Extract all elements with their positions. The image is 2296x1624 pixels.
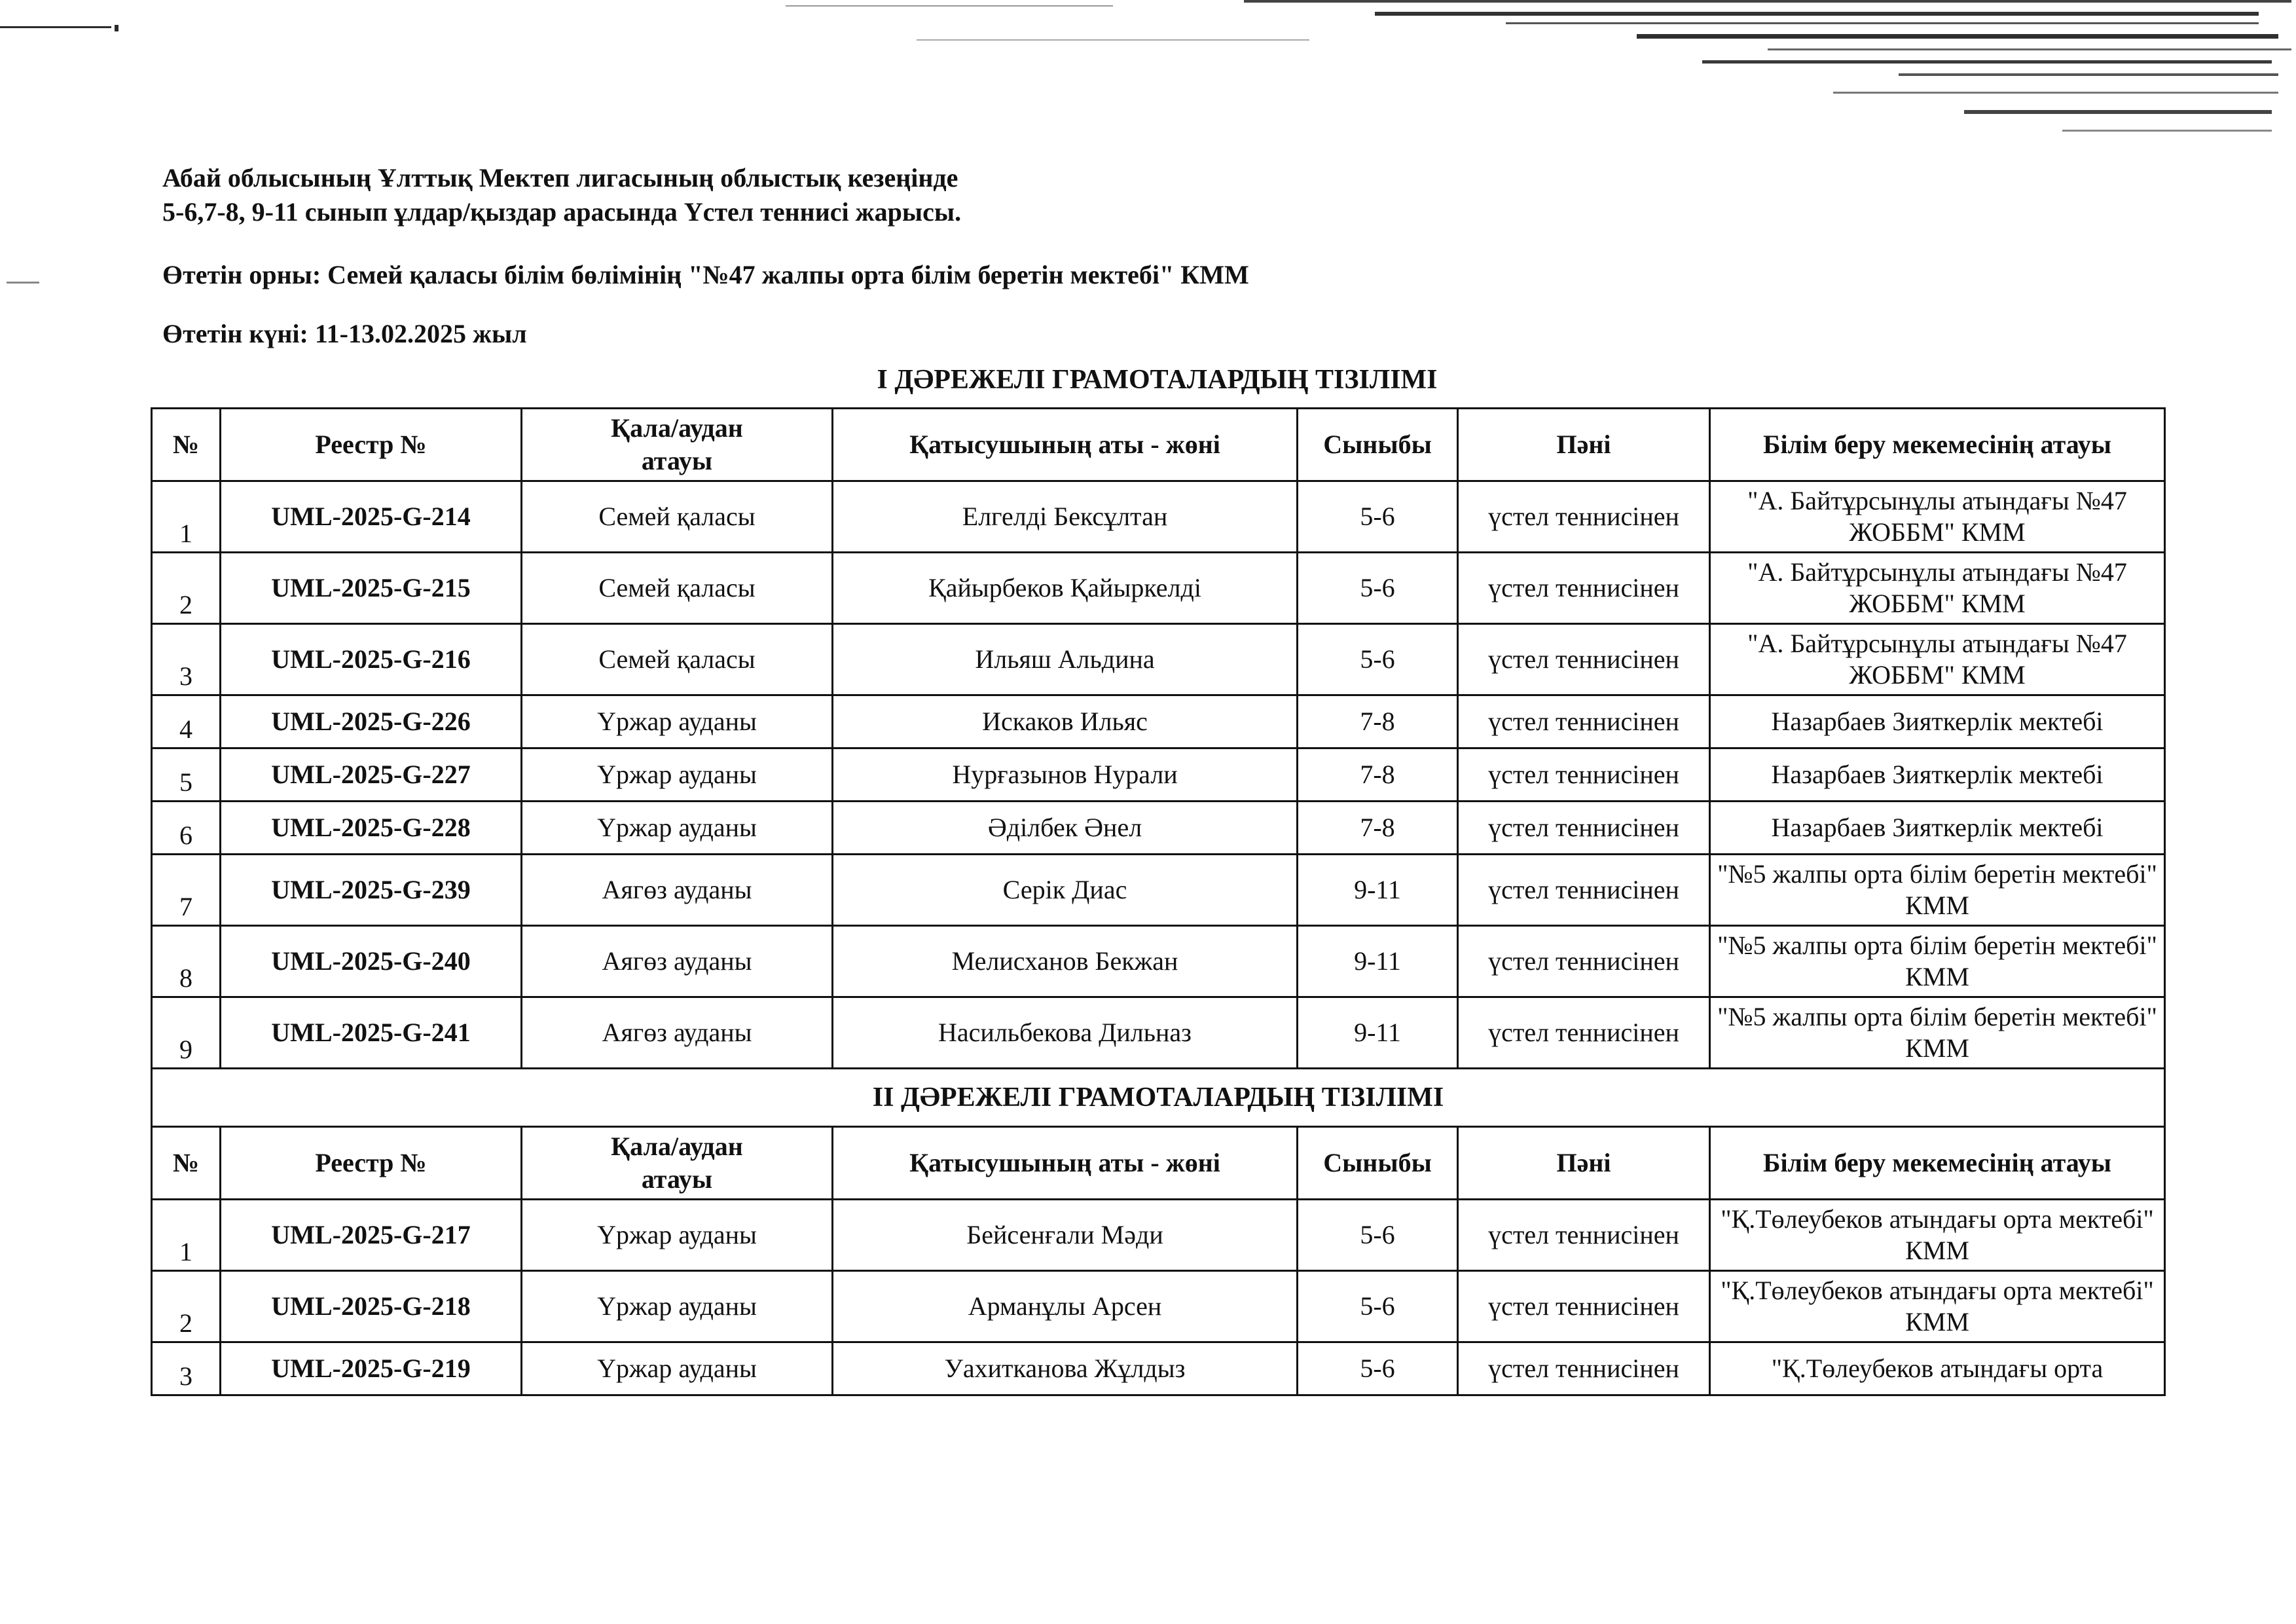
- institution: "Қ.Төлеубеков атындағы орта мектебі" КММ: [1710, 1271, 2165, 1342]
- registry-number: UML-2025-G-216: [221, 624, 522, 695]
- institution: "А. Байтұрсынұлы атындағы №47 ЖОББМ" КММ: [1710, 624, 2165, 695]
- table-row: [152, 1200, 2165, 1271]
- date-line: Өтетін күні: 11-13.02.2025 жыл: [162, 319, 527, 348]
- scan-noise: [0, 0, 2296, 151]
- subject: үстел теннисінен: [1458, 855, 1710, 926]
- subject: үстел теннисінен: [1458, 926, 1710, 997]
- grade: 7-8: [1298, 695, 1458, 748]
- venue-line: Өтетін орны: Семей қаласы білім бөлімінің "№47 жалпы орта білім беретін мектебі" КММ: [162, 260, 1249, 289]
- institution: "А. Байтұрсынұлы атындағы №47 ЖОББМ" КММ: [1710, 481, 2165, 553]
- institution: "А. Байтұрсынұлы атындағы №47 ЖОББМ" КММ: [1710, 553, 2165, 624]
- row-number: 8: [152, 926, 221, 997]
- grade: 9-11: [1298, 997, 1458, 1069]
- col-header-registry: Реестр №: [221, 1127, 522, 1200]
- subject: үстел теннисінен: [1458, 1200, 1710, 1271]
- section-2-title-row: [152, 1069, 2165, 1127]
- institution: "Қ.Төлеубеков атындағы орта: [1710, 1342, 2165, 1395]
- col-header-num: №: [152, 1127, 221, 1200]
- row-number: 3: [152, 1342, 221, 1395]
- row-number: 6: [152, 802, 221, 855]
- subject: үстел теннисінен: [1458, 1271, 1710, 1342]
- city-name: Үржар ауданы: [522, 1342, 833, 1395]
- city-name: Аягөз ауданы: [522, 926, 833, 997]
- subject: үстел теннисінен: [1458, 1342, 1710, 1395]
- table-row: [152, 926, 2165, 997]
- city-name: Аягөз ауданы: [522, 855, 833, 926]
- section-1-title: І ДӘРЕЖЕЛІ ГРАМОТАЛАРДЫҢ ТІЗІЛІМІ: [877, 365, 1438, 395]
- subject: үстел теннисінен: [1458, 748, 1710, 802]
- registry-number: UML-2025-G-219: [221, 1342, 522, 1395]
- subject: үстел теннисінен: [1458, 624, 1710, 695]
- col-header-num: №: [152, 409, 221, 481]
- table-row: [152, 1342, 2165, 1395]
- col-header-grade: Сыныбы: [1298, 409, 1458, 481]
- participant-name: Мелисханов Бекжан: [833, 926, 1298, 997]
- row-number: 2: [152, 1271, 221, 1342]
- grade: 7-8: [1298, 802, 1458, 855]
- registry-number: UML-2025-G-228: [221, 802, 522, 855]
- table-row: [152, 1271, 2165, 1342]
- row-number: 5: [152, 748, 221, 802]
- participant-name: Искаков Ильяс: [833, 695, 1298, 748]
- participant-name: Нурғазынов Нурали: [833, 748, 1298, 802]
- institution: "№5 жалпы орта білім беретін мектебі" КММ: [1710, 926, 2165, 997]
- city-name: Семей қаласы: [522, 553, 833, 624]
- institution: "№5 жалпы орта білім беретін мектебі" КММ: [1710, 855, 2165, 926]
- city-name: Семей қаласы: [522, 624, 833, 695]
- grade: 7-8: [1298, 748, 1458, 802]
- city-name: Үржар ауданы: [522, 748, 833, 802]
- city-name: Аягөз ауданы: [522, 997, 833, 1069]
- section-2-title: ІІ ДӘРЕЖЕЛІ ГРАМОТАЛАРДЫҢ ТІЗІЛІМІ: [152, 1069, 2165, 1127]
- participant-name: Ильяш Альдина: [833, 624, 1298, 695]
- col-header-grade: Сыныбы: [1298, 1127, 1458, 1200]
- row-number: 1: [152, 1200, 221, 1271]
- registry-number: UML-2025-G-240: [221, 926, 522, 997]
- participant-name: Уахитканова Жұлдыз: [833, 1342, 1298, 1395]
- institution: "Қ.Төлеубеков атындағы орта мектебі" КММ: [1710, 1200, 2165, 1271]
- col-header-registry: Реестр №: [221, 409, 522, 481]
- table-row: [152, 695, 2165, 748]
- registry-number: UML-2025-G-218: [221, 1271, 522, 1342]
- grade: 5-6: [1298, 481, 1458, 553]
- institution: Назарбаев Зияткерлік мектебі: [1710, 695, 2165, 748]
- subject: үстел теннисінен: [1458, 695, 1710, 748]
- subject: үстел теннисінен: [1458, 802, 1710, 855]
- participant-name: Серік Диас: [833, 855, 1298, 926]
- grade: 9-11: [1298, 926, 1458, 997]
- participant-name: Елгелді Бексұлтан: [833, 481, 1298, 553]
- grade: 5-6: [1298, 1342, 1458, 1395]
- city-name: Үржар ауданы: [522, 1271, 833, 1342]
- row-number: 4: [152, 695, 221, 748]
- col-header-city: Қала/аудан атауы: [522, 1127, 833, 1200]
- registry-number: UML-2025-G-215: [221, 553, 522, 624]
- col-header-name: Қатысушының аты - жөні: [833, 1127, 1298, 1200]
- row-number: 1: [152, 481, 221, 553]
- row-number: 7: [152, 855, 221, 926]
- col-header-city: Қала/аудан атауы: [522, 409, 833, 481]
- participant-name: Қайырбеков Қайыркелді: [833, 553, 1298, 624]
- registry-number: UML-2025-G-227: [221, 748, 522, 802]
- grade: 5-6: [1298, 624, 1458, 695]
- subject: үстел теннисінен: [1458, 553, 1710, 624]
- table-row: [152, 624, 2165, 695]
- table-row: [152, 855, 2165, 926]
- table-row: [152, 748, 2165, 802]
- header-line-1: Абай облысының Ұлттық Мектеп лигасының облыстық кезеңінде: [162, 163, 958, 193]
- participant-name: Насильбекова Дильназ: [833, 997, 1298, 1069]
- table-row: [152, 997, 2165, 1069]
- row-number: 2: [152, 553, 221, 624]
- participant-name: Әділбек Әнел: [833, 802, 1298, 855]
- col-header-subject: Пәні: [1458, 1127, 1710, 1200]
- city-name: Үржар ауданы: [522, 695, 833, 748]
- table-row: [152, 553, 2165, 624]
- col-header-subject: Пәні: [1458, 409, 1710, 481]
- table-header-row: [152, 1127, 2165, 1200]
- grade: 5-6: [1298, 1271, 1458, 1342]
- col-header-name: Қатысушының аты - жөні: [833, 409, 1298, 481]
- participant-name: Бейсенғали Мәди: [833, 1200, 1298, 1271]
- city-name: Семей қаласы: [522, 481, 833, 553]
- col-header-institution: Білім беру мекемесінің атауы: [1710, 1127, 2165, 1200]
- institution: Назарбаев Зияткерлік мектебі: [1710, 748, 2165, 802]
- document-header: [162, 161, 1930, 229]
- registry-number: UML-2025-G-239: [221, 855, 522, 926]
- table-row: [152, 481, 2165, 553]
- awards-table: [151, 407, 2166, 1396]
- col-header-institution: Білім беру мекемесінің атауы: [1710, 409, 2165, 481]
- registry-number: UML-2025-G-217: [221, 1200, 522, 1271]
- subject: үстел теннисінен: [1458, 997, 1710, 1069]
- participant-name: Арманұлы Арсен: [833, 1271, 1298, 1342]
- table-header-row: [152, 409, 2165, 481]
- header-line-2: 5-6,7-8, 9-11 сынып ұлдар/қыздар арасында Үстел теннисі жарысы.: [162, 197, 962, 227]
- institution: "№5 жалпы орта білім беретін мектебі" КММ: [1710, 997, 2165, 1069]
- grade: 5-6: [1298, 553, 1458, 624]
- registry-number: UML-2025-G-214: [221, 481, 522, 553]
- table-row: [152, 802, 2165, 855]
- city-name: Үржар ауданы: [522, 1200, 833, 1271]
- registry-number: UML-2025-G-226: [221, 695, 522, 748]
- row-number: 3: [152, 624, 221, 695]
- row-number: 9: [152, 997, 221, 1069]
- registry-number: UML-2025-G-241: [221, 997, 522, 1069]
- grade: 9-11: [1298, 855, 1458, 926]
- subject: үстел теннисінен: [1458, 481, 1710, 553]
- institution: Назарбаев Зияткерлік мектебі: [1710, 802, 2165, 855]
- city-name: Үржар ауданы: [522, 802, 833, 855]
- grade: 5-6: [1298, 1200, 1458, 1271]
